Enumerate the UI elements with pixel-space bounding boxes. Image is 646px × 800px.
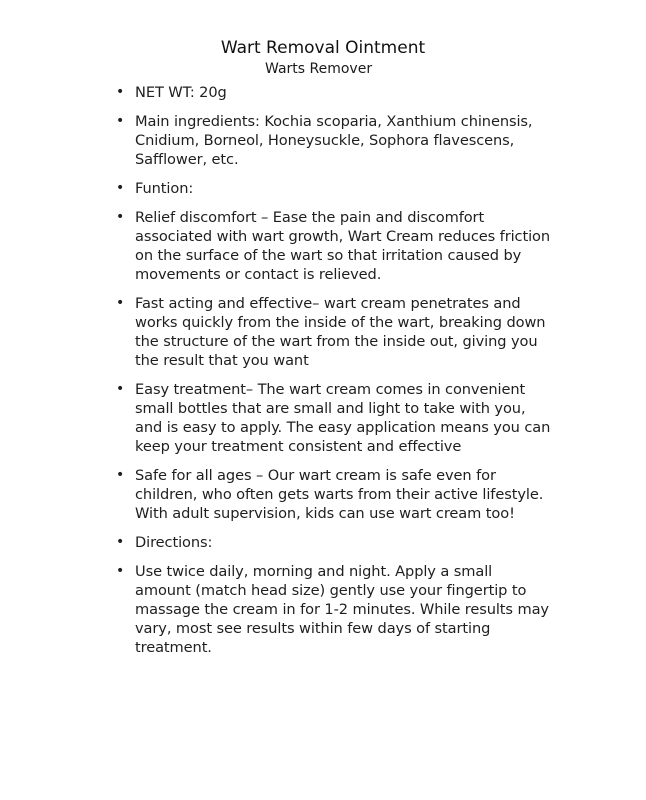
list-item-text: Safe for all ages – Our wart cream is safe even for children, who often gets warts from their active lifestyle. With adult supervision, kids can use wart cream too! (135, 467, 544, 522)
document-title: Wart Removal Ointment (220, 38, 426, 58)
list-item-directions-heading (112, 533, 552, 552)
product-info-list (112, 83, 552, 667)
bullet-icon: • (116, 84, 125, 100)
list-item-text: Directions: (135, 534, 213, 551)
list-item-text: NET WT: 20g (135, 84, 227, 101)
list-item-text: Easy treatment– The wart cream comes in convenient small bottles that are small and light to take with you, and is easy to apply. The easy application means you can keep your treatment consistent and effective (135, 381, 551, 455)
bullet-icon: • (116, 209, 125, 225)
list-item-text: Main ingredients: Kochia scoparia, Xanthium chinensis, Cnidium, Borneol, Honeysuckle, Sophora flavescens, Safflower, etc. (135, 113, 533, 168)
document-subtitle: Warts Remover (265, 61, 373, 77)
bullet-icon: • (116, 295, 125, 311)
list-item-ingredients (112, 112, 552, 169)
list-item-net-weight (112, 83, 552, 102)
list-item-usage-directions (112, 562, 552, 657)
list-item-text: Use twice daily, morning and night. Apply a small amount (match head size) gently use your fingertip to massage the cream in for 1-2 minutes. While results may vary, most see results within few days of starting treatment. (135, 563, 549, 656)
list-item-easy-treatment (112, 380, 552, 456)
list-item-fast-acting (112, 294, 552, 370)
list-item-text: Fast acting and effective– wart cream penetrates and works quickly from the inside of the wart, breaking down the structure of the wart from the inside out, giving you the result that you want (135, 295, 546, 369)
list-item-relief-discomfort (112, 208, 552, 284)
bullet-icon: • (116, 381, 125, 397)
bullet-icon: • (116, 563, 125, 579)
list-item-safe-for-all-ages (112, 466, 552, 523)
bullet-icon: • (116, 534, 125, 550)
bullet-icon: • (116, 180, 125, 196)
bullet-icon: • (116, 467, 125, 483)
list-item-text: Funtion: (135, 180, 194, 197)
list-item-text: Relief discomfort – Ease the pain and discomfort associated with wart growth, Wart Cream reduces friction on the surface of the wart so that irritation caused by movements or contact is relieved. (135, 209, 551, 283)
bullet-icon: • (116, 113, 125, 129)
list-item-function-heading (112, 179, 552, 198)
